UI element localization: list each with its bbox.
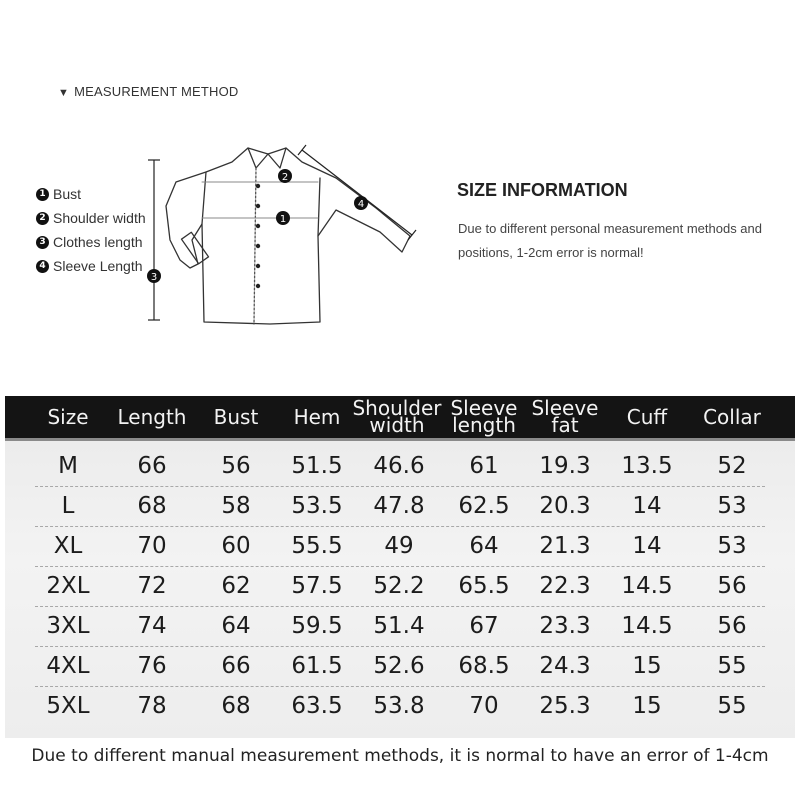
cell-cuff: 14 [632,533,662,559]
cell-bust: 66 [221,653,251,679]
cell-collar: 53 [717,533,747,559]
legend-label: Clothes length [53,234,143,250]
cell-bust: 68 [221,693,251,719]
cell-length: 76 [137,653,167,679]
cell-size: M [58,453,78,479]
cell-collar: 56 [717,573,747,599]
header-bust: Bust [213,404,259,429]
number-3-icon: 3 [36,236,49,249]
number-4-icon: 4 [36,260,49,273]
cell-length: 78 [137,693,167,719]
cell-hem: 55.5 [291,533,343,559]
header-length: Length [117,404,187,429]
size-information-title: SIZE INFORMATION [457,180,628,200]
cell-collar: 52 [717,453,747,479]
triangle-down-icon: ▼ [58,87,70,99]
cell-length: 66 [137,453,167,479]
cell-size: 4XL [46,653,90,679]
cell-size: 2XL [46,573,90,599]
header-collar: Collar [703,404,761,429]
cell-hem: 53.5 [291,493,343,519]
cell-sleeve-length: 68.5 [458,653,510,679]
cell-hem: 61.5 [291,653,343,679]
cell-bust: 56 [221,453,251,479]
header-size: Size [47,404,89,429]
cell-length: 68 [137,493,167,519]
cell-sleeve-length: 61 [469,453,499,479]
legend-item-shoulder-width [36,206,146,230]
marker-1-icon [276,211,290,225]
cell-cuff: 15 [632,693,662,719]
marker-2-icon [278,169,292,183]
cell-cuff: 15 [632,653,662,679]
legend-item-bust [36,182,146,206]
size-table [5,396,795,800]
legend-item-clothes-length [36,230,146,254]
cell-sleeve-fat: 21.3 [539,533,591,559]
cell-collar: 55 [717,693,747,719]
cell-shoulder-width: 53.8 [373,693,425,719]
measurement-method-label: MEASUREMENT METHOD [74,84,239,99]
size-information-note: Due to different personal measurement methods and positions, 1-2cm error is normal! [458,221,762,260]
cell-length: 72 [137,573,167,599]
number-1-icon: 1 [36,188,49,201]
cell-sleeve-length: 62.5 [458,493,510,519]
header-cuff: Cuff [626,404,668,429]
cell-sleeve-fat: 20.3 [539,493,591,519]
cell-cuff: 14 [632,493,662,519]
cell-sleeve-length: 70 [469,693,499,719]
cell-sleeve-fat: 23.3 [539,613,591,639]
cell-sleeve-fat: 25.3 [539,693,591,719]
header-hem: Hem [293,404,341,429]
cell-bust: 64 [221,613,251,639]
legend-label: Bust [53,186,82,202]
table-row [35,686,765,726]
legend-label: Sleeve Length [53,258,143,274]
cell-size: XL [53,533,83,559]
measurement-legend [36,182,146,278]
table-row [35,446,765,487]
cell-sleeve-fat: 19.3 [539,453,591,479]
cell-sleeve-fat: 22.3 [539,573,591,599]
header-shoulder-width: Shoulder width [352,396,442,437]
cell-size: 3XL [46,613,90,639]
legend-label: Shoulder width [53,210,146,226]
cell-bust: 62 [221,573,251,599]
table-row [35,606,765,647]
table-row [35,566,765,607]
cell-hem: 51.5 [291,453,343,479]
cell-shoulder-width: 52.2 [373,573,425,599]
cell-sleeve-length: 65.5 [458,573,510,599]
table-row [35,646,765,687]
svg-text:3: 3 [150,272,158,283]
cell-length: 70 [137,533,167,559]
measurement-error-note: Due to different manual measurement methods, it is normal to have an error of 1-4cm [31,746,769,766]
legend-item-sleeve-length [36,254,146,278]
cell-shoulder-width: 49 [384,533,414,559]
cell-bust: 60 [221,533,251,559]
cell-hem: 57.5 [291,573,343,599]
cell-cuff: 13.5 [621,453,673,479]
measurement-method-heading [58,84,239,99]
table-row [35,526,765,567]
cell-collar: 53 [717,493,747,519]
svg-text:1: 1 [279,214,287,225]
marker-3-icon [147,269,161,283]
table-body [5,441,795,738]
header-sleeve-fat: Sleeve fat [531,396,599,437]
cell-shoulder-width: 47.8 [373,493,425,519]
cell-bust: 58 [221,493,251,519]
svg-text:2: 2 [281,172,289,183]
cell-cuff: 14.5 [621,573,673,599]
header-sleeve-length: Sleeve length [450,396,518,437]
marker-4-icon [354,196,368,210]
cell-hem: 59.5 [291,613,343,639]
cell-shoulder-width: 52.6 [373,653,425,679]
cell-hem: 63.5 [291,693,343,719]
cell-size: 5XL [46,693,90,719]
cell-shoulder-width: 46.6 [373,453,425,479]
cell-collar: 56 [717,613,747,639]
cell-sleeve-length: 64 [469,533,499,559]
cell-cuff: 14.5 [621,613,673,639]
number-2-icon: 2 [36,212,49,225]
cell-shoulder-width: 51.4 [373,613,425,639]
cell-sleeve-length: 67 [469,613,499,639]
cell-size: L [61,493,75,519]
table-row [35,486,765,527]
cell-sleeve-fat: 24.3 [539,653,591,679]
shirt-measurement-diagram [140,140,425,335]
table-header [5,396,795,441]
cell-collar: 55 [717,653,747,679]
svg-text:4: 4 [357,199,365,210]
cell-length: 74 [137,613,167,639]
